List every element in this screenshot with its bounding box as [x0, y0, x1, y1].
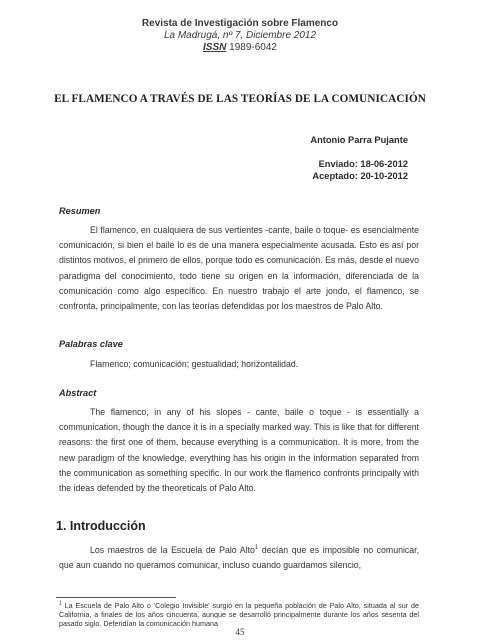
footnote-reference[interactable]: 1: [254, 545, 259, 552]
footnote-text: La Escuela de Palo Alto o 'Colegio Invisible' surgió en la pequeña población de Palo Alto, situada al sur de California, a finales de los años cincuenta, aunque se desarrolló principalmente durante los años sesenta del pasado siglo. Defendían la comunicación humana: [59, 601, 419, 628]
journal-header: [0, 18, 480, 54]
footnote-separator: [56, 597, 176, 598]
article-title: EL FLAMENCO A TRAVÉS DE LAS TEORÍAS DE LA COMUNICACIÓN: [54, 93, 426, 105]
keywords-heading: Palabras clave: [59, 339, 123, 349]
page-number: 45: [235, 627, 245, 637]
footnote: [59, 601, 419, 628]
resumen-heading: Resumen: [59, 206, 101, 216]
journal-issn: [0, 42, 480, 54]
resumen-paragraph: El flamenco, en cualquiera de sus vertientes -cante, baile o toque- es esencialmente comunicación, si bien el baile lo es de una manera especialmente acusada. Esto es así por distintos motivos, el primero de ellos, porque todo es comunicación. Es más, desde el nuevo paradigma del conocimiento, todo tiene su origen en la información, diferenciada de la comunicación como algo específico. En nuestro trabajo el arte jondo, el flamenco, se confronta, principalmente, con las teorías defendidas por los maestros de Palo Alto.: [59, 225, 419, 312]
intro-text-start: Los maestros de la Escuela de Palo Alto: [90, 545, 255, 555]
article-dates: [312, 158, 408, 182]
intro-paragraph: [59, 543, 419, 573]
issn-label: ISSN: [203, 42, 227, 53]
journal-issue: La Madrugá, nº 7, Diciembre 2012: [163, 30, 317, 41]
date-accepted: Aceptado: 20-10-2012: [312, 171, 408, 181]
article-author: Antonio Parra Pujante: [310, 135, 408, 145]
date-sent: Enviado: 18-06-2012: [318, 159, 408, 169]
keywords-paragraph: Flamenco; comunicación; gestualidad; horizontalidad.: [90, 359, 299, 369]
intro-text-end: decían que es imposible no comunicar, que aun cuando no queramos comunicar, incluso cuando guardamos silencio,: [59, 545, 419, 571]
footnote-number: 1: [59, 600, 62, 607]
issn-number: 1989-6042: [229, 42, 277, 53]
abstract-paragraph: The flamenco, in any of his slopes - cante, baile o toque - is essentially a communication, though the dance it is in a specially marked way. This is like that for different reasons: the first one of them, because everything is a communication. It is more, from the new paradigm of the knowledge, everything has his origin in the information separated from the communication as something specific. In our work the flamenco confronts principally with the ideas defended by the theoreticals of Palo Alto.: [59, 407, 419, 494]
section-heading-introduccion: 1. Introducción: [56, 519, 146, 533]
journal-title: Revista de Investigación sobre Flamenco: [141, 18, 339, 29]
abstract-heading: Abstract: [59, 388, 97, 398]
